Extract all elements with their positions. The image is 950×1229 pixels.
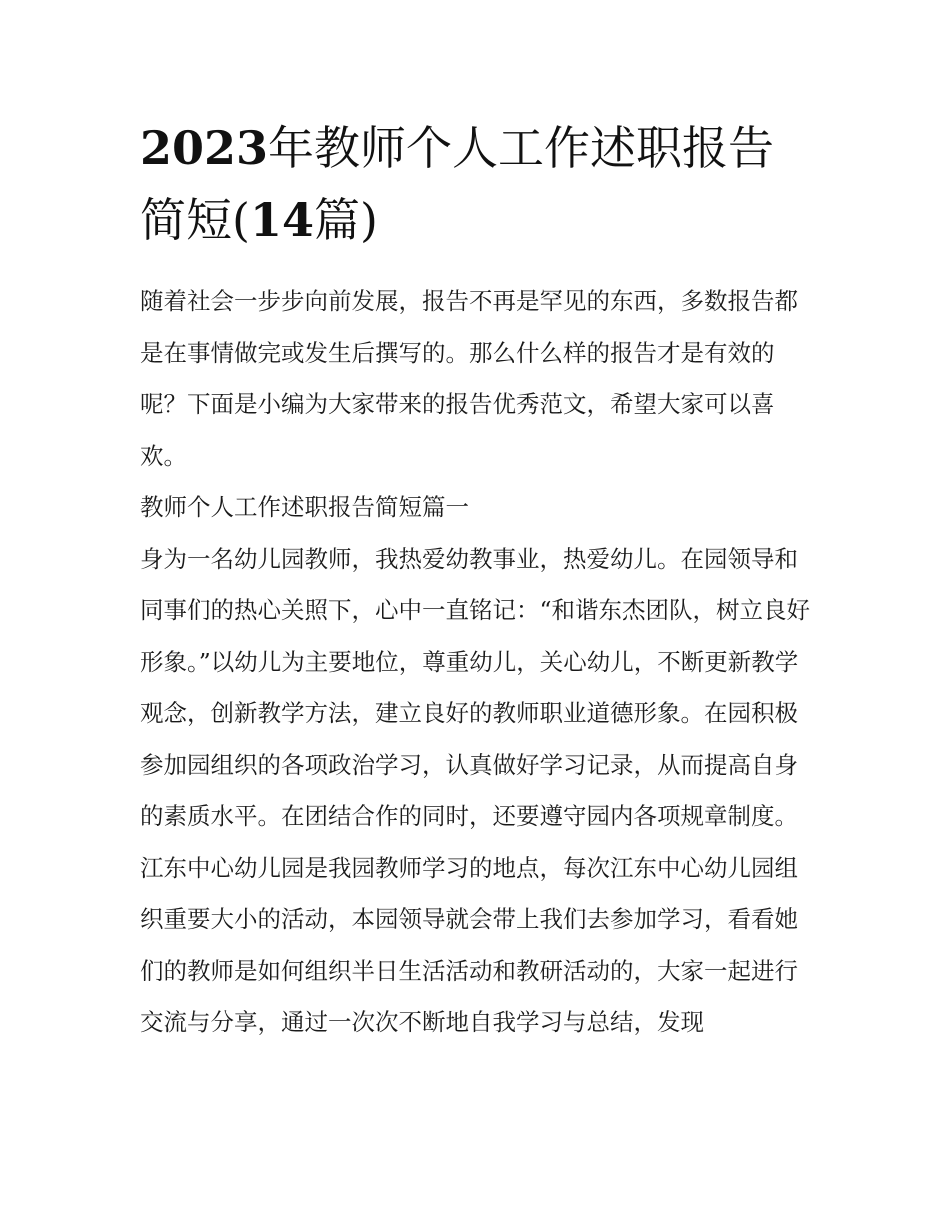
title-text: 年教师个人工作述职报告简短( (140, 121, 775, 247)
document-body (140, 276, 820, 1049)
title-suffix: 篇) (313, 193, 378, 247)
intro-paragraph: 随着社会一步步向前发展，报告不再是罕见的东西，多数报告都是在事情做完或发生后撰写的。那么什么样的报告才是有效的呢？下面是小编为大家带来的报告优秀范文，希望大家可以喜欢。 (140, 287, 798, 470)
title-count: 14 (249, 193, 314, 247)
section-heading: 教师个人工作述职报告简短篇一 (140, 493, 469, 521)
document-title (140, 112, 820, 256)
title-year: 2023 (140, 121, 269, 175)
body-paragraph: 身为一名幼儿园教师，我热爱幼教事业，热爱幼儿。在园领导和同事们的热心关照下，心中一直铭记：“和谐东杰团队，树立良好形象。”以幼儿为主要地位，尊重幼儿，关心幼儿，不断更新教学观念，创新教学方法，建立良好的教师职业道德形象。在园积极参加园组织的各项政治学习，认真做好学习记录，从而提高自身的素质水平。在团结合作的同时，还要遵守园内各项规章制度。 (140, 544, 811, 830)
body-paragraph: 江东中心幼儿园是我园教师学习的地点，每次江东中心幼儿园组织重要大小的活动，本园领导就会带上我们去参加学习，看看她们的教师是如何组织半日生活活动和教研活动的，大家一起进行交流与分享，通过一次次不断地自我学习与总结，发现 (140, 853, 798, 1036)
